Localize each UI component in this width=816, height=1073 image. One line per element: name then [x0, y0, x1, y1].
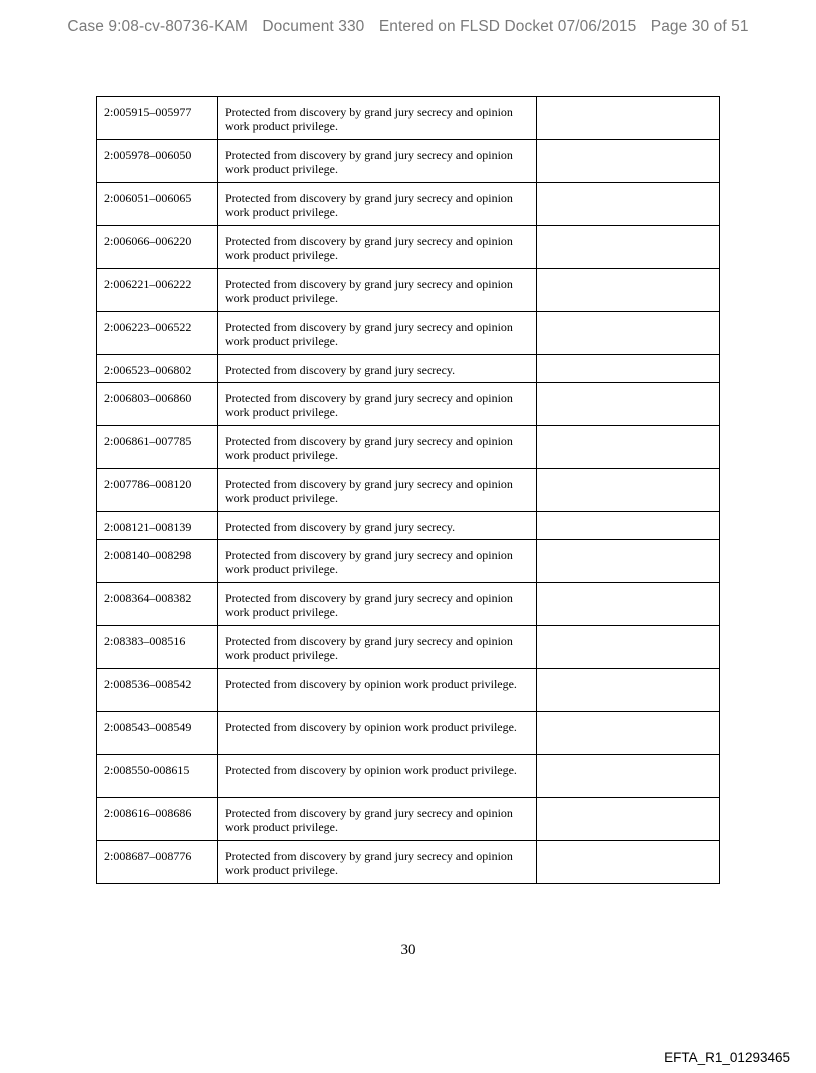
privilege-basis-cell: Protected from discovery by grand jury secrecy and opinion work product privilege.	[218, 426, 537, 469]
notes-cell	[537, 183, 720, 226]
table-row	[97, 383, 720, 426]
bates-range-cell: 2:006221–006222	[97, 269, 218, 312]
bates-range-cell: 2:007786–008120	[97, 469, 218, 512]
privilege-basis-cell: Protected from discovery by grand jury secrecy.	[218, 512, 537, 540]
notes-cell	[537, 469, 720, 512]
bates-range-cell: 2:006861–007785	[97, 426, 218, 469]
notes-cell	[537, 798, 720, 841]
page-number: 30	[400, 942, 416, 958]
table-row	[97, 226, 720, 269]
notes-cell	[537, 583, 720, 626]
bates-range-cell: 2:008364–008382	[97, 583, 218, 626]
privilege-basis-cell: Protected from discovery by grand jury secrecy and opinion work product privilege.	[218, 269, 537, 312]
bates-range-cell: 2:006803–006860	[97, 383, 218, 426]
privilege-basis-cell: Protected from discovery by opinion work product privilege.	[218, 669, 537, 712]
bates-range-cell: 2:008543–008549	[97, 712, 218, 755]
privilege-basis-cell: Protected from discovery by grand jury secrecy and opinion work product privilege.	[218, 626, 537, 669]
privilege-log-table	[96, 96, 720, 884]
privilege-basis-cell: Protected from discovery by grand jury secrecy and opinion work product privilege.	[218, 540, 537, 583]
privilege-basis-cell: Protected from discovery by grand jury secrecy.	[218, 355, 537, 383]
notes-cell	[537, 755, 720, 798]
privilege-basis-cell: Protected from discovery by grand jury secrecy and opinion work product privilege.	[218, 312, 537, 355]
table-row	[97, 626, 720, 669]
table-row	[97, 97, 720, 140]
table-row	[97, 469, 720, 512]
table-row	[97, 798, 720, 841]
case-number: Case 9:08-cv-80736-KAM	[67, 18, 248, 35]
notes-cell	[537, 626, 720, 669]
table-row	[97, 355, 720, 383]
docket-entry-date: Entered on FLSD Docket 07/06/2015	[378, 18, 637, 35]
bates-range-cell: 2:008536–008542	[97, 669, 218, 712]
notes-cell	[537, 669, 720, 712]
table-row	[97, 841, 720, 884]
privilege-basis-cell: Protected from discovery by opinion work product privilege.	[218, 755, 537, 798]
bates-range-cell: 2:008616–008686	[97, 798, 218, 841]
table-row	[97, 512, 720, 540]
notes-cell	[537, 841, 720, 884]
bates-range-cell: 2:005915–005977	[97, 97, 218, 140]
privilege-basis-cell: Protected from discovery by grand jury secrecy and opinion work product privilege.	[218, 798, 537, 841]
notes-cell	[537, 97, 720, 140]
notes-cell	[537, 312, 720, 355]
bates-stamp: EFTA_R1_01293465	[664, 1050, 790, 1065]
privilege-basis-cell: Protected from discovery by grand jury secrecy and opinion work product privilege.	[218, 97, 537, 140]
privilege-basis-cell: Protected from discovery by grand jury secrecy and opinion work product privilege.	[218, 841, 537, 884]
privilege-basis-cell: Protected from discovery by opinion work product privilege.	[218, 712, 537, 755]
notes-cell	[537, 712, 720, 755]
page-of-total: Page 30 of 51	[650, 18, 749, 35]
notes-cell	[537, 383, 720, 426]
table-row	[97, 183, 720, 226]
bates-range-cell: 2:006523–006802	[97, 355, 218, 383]
bates-range-cell: 2:008550-008615	[97, 755, 218, 798]
notes-cell	[537, 540, 720, 583]
notes-cell	[537, 512, 720, 540]
privilege-basis-cell: Protected from discovery by grand jury secrecy and opinion work product privilege.	[218, 183, 537, 226]
bates-range-cell: 2:008687–008776	[97, 841, 218, 884]
privilege-basis-cell: Protected from discovery by grand jury secrecy and opinion work product privilege.	[218, 583, 537, 626]
table-row	[97, 583, 720, 626]
notes-cell	[537, 426, 720, 469]
table-row	[97, 269, 720, 312]
notes-cell	[537, 226, 720, 269]
notes-cell	[537, 269, 720, 312]
document-number: Document 330	[262, 18, 365, 35]
bates-range-cell: 2:006066–006220	[97, 226, 218, 269]
table-row	[97, 540, 720, 583]
bates-range-cell: 2:008140–008298	[97, 540, 218, 583]
court-filing-header	[0, 18, 816, 36]
notes-cell	[537, 140, 720, 183]
notes-cell	[537, 355, 720, 383]
bates-range-cell: 2:005978–006050	[97, 140, 218, 183]
privilege-basis-cell: Protected from discovery by grand jury secrecy and opinion work product privilege.	[218, 226, 537, 269]
table-row	[97, 140, 720, 183]
privilege-basis-cell: Protected from discovery by grand jury secrecy and opinion work product privilege.	[218, 383, 537, 426]
table-row	[97, 712, 720, 755]
bates-range-cell: 2:006051–006065	[97, 183, 218, 226]
bates-range-cell: 2:006223–006522	[97, 312, 218, 355]
table-row	[97, 312, 720, 355]
privilege-basis-cell: Protected from discovery by grand jury secrecy and opinion work product privilege.	[218, 469, 537, 512]
bates-range-cell: 2:08383–008516	[97, 626, 218, 669]
bates-range-cell: 2:008121–008139	[97, 512, 218, 540]
table-row	[97, 426, 720, 469]
table-row	[97, 755, 720, 798]
table-row	[97, 669, 720, 712]
privilege-basis-cell: Protected from discovery by grand jury secrecy and opinion work product privilege.	[218, 140, 537, 183]
